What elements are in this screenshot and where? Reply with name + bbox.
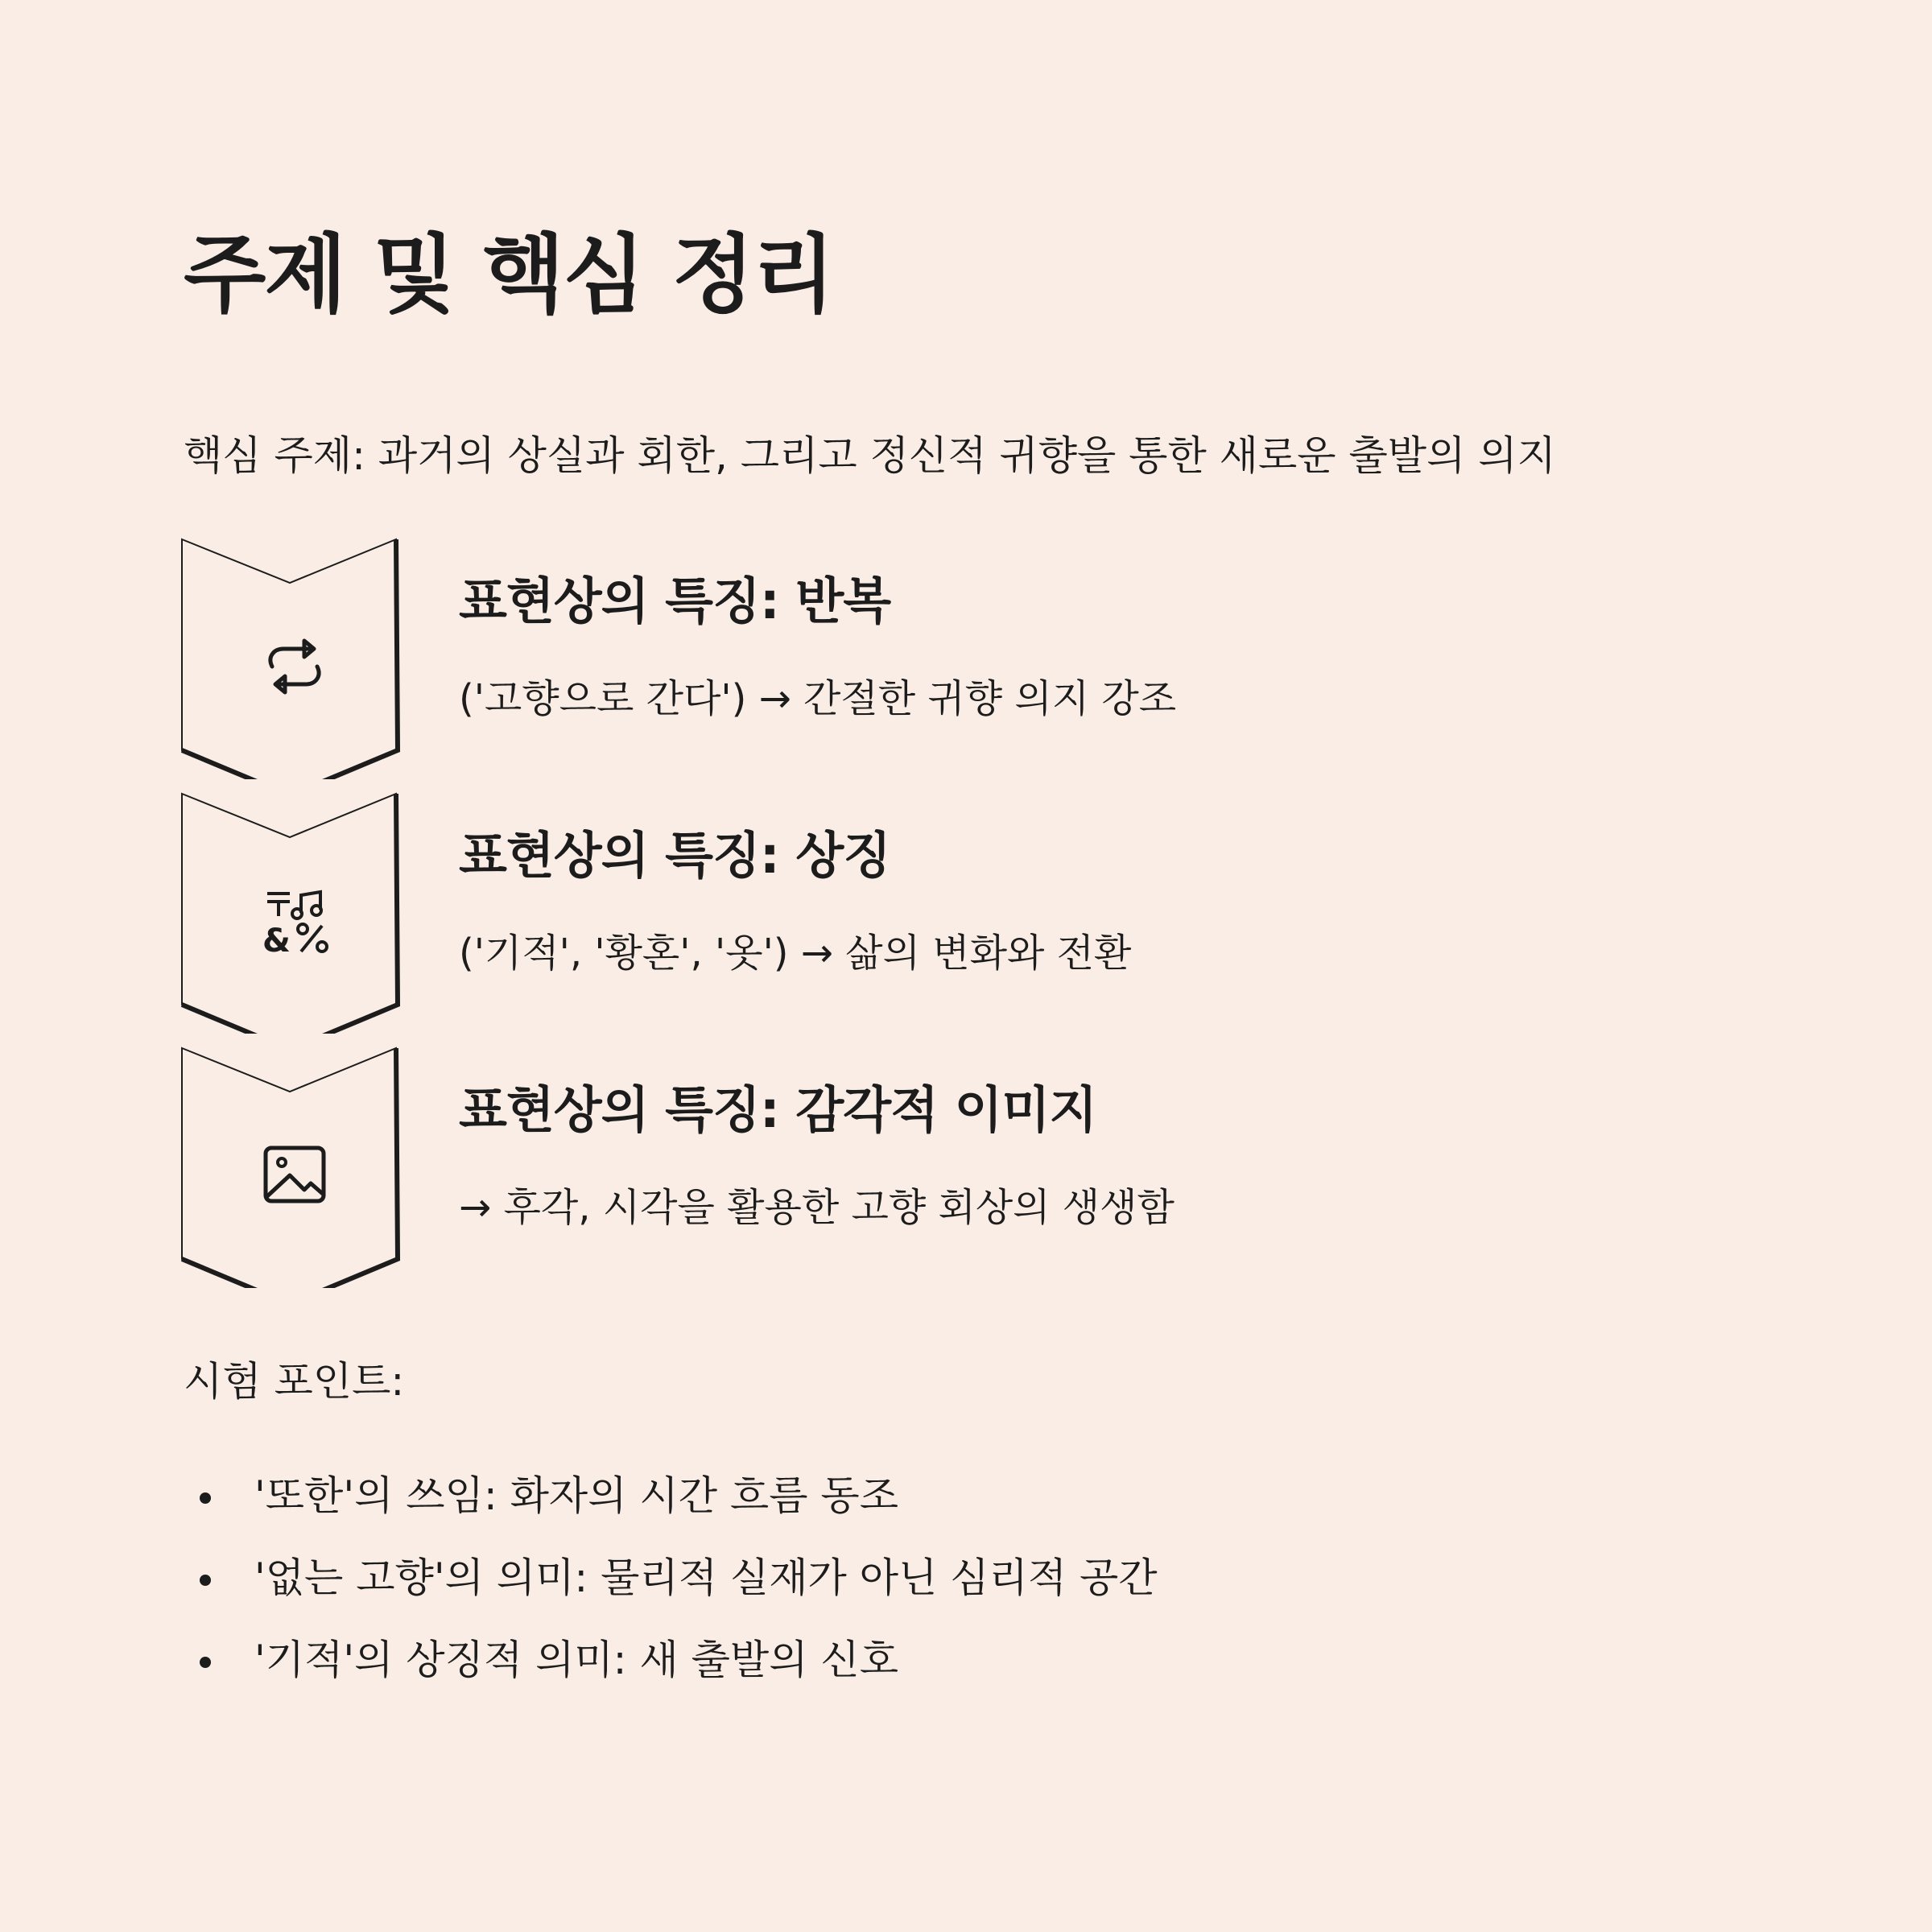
step-title: 표현상의 특징: 상징 (459, 826, 891, 885)
bullet-dot (200, 1492, 211, 1504)
exam-point-text: '기적'의 상징적 의미: 새 출발의 신호 (254, 1637, 899, 1683)
exam-point-text: '또한'의 쓰임: 화자의 시간 흐름 동조 (254, 1472, 899, 1519)
image-icon (258, 1138, 332, 1212)
list-item (184, 1472, 1158, 1554)
step-description: → 후각, 시각을 활용한 고향 회상의 생생함 (459, 1185, 1174, 1230)
page-title: 주제 및 핵심 정리 (184, 225, 834, 324)
bullet-dot (200, 1657, 211, 1668)
exam-point-text: '없는 고향'의 의미: 물리적 실재가 아닌 심리적 공간 (254, 1554, 1158, 1601)
symbols-icon (258, 884, 332, 958)
exam-points-label: 시험 포인트: (184, 1358, 405, 1405)
bullet-dot (200, 1575, 211, 1586)
feature-step-symbol (180, 792, 1629, 1034)
step-description: ('고향으로 간다') → 간절한 귀향 의지 강조 (459, 676, 1177, 721)
list-item (184, 1554, 1158, 1636)
exam-points-list (184, 1472, 1158, 1718)
svg-text:&: & (262, 923, 291, 958)
step-description: ('기적', '황혼', '옷') → 삶의 변화와 전환 (459, 931, 1132, 976)
step-title: 표현상의 특징: 감각적 이미지 (459, 1080, 1097, 1139)
core-theme: 핵심 주제: 과거의 상실과 회한, 그리고 정신적 귀향을 통한 새로운 출발의 의지 (184, 432, 1556, 479)
feature-step-repetition (180, 538, 1629, 779)
step-title: 표현상의 특징: 반복 (459, 572, 891, 630)
list-item (184, 1636, 1158, 1718)
repeat-icon (258, 630, 332, 704)
feature-step-imagery (180, 1046, 1629, 1288)
